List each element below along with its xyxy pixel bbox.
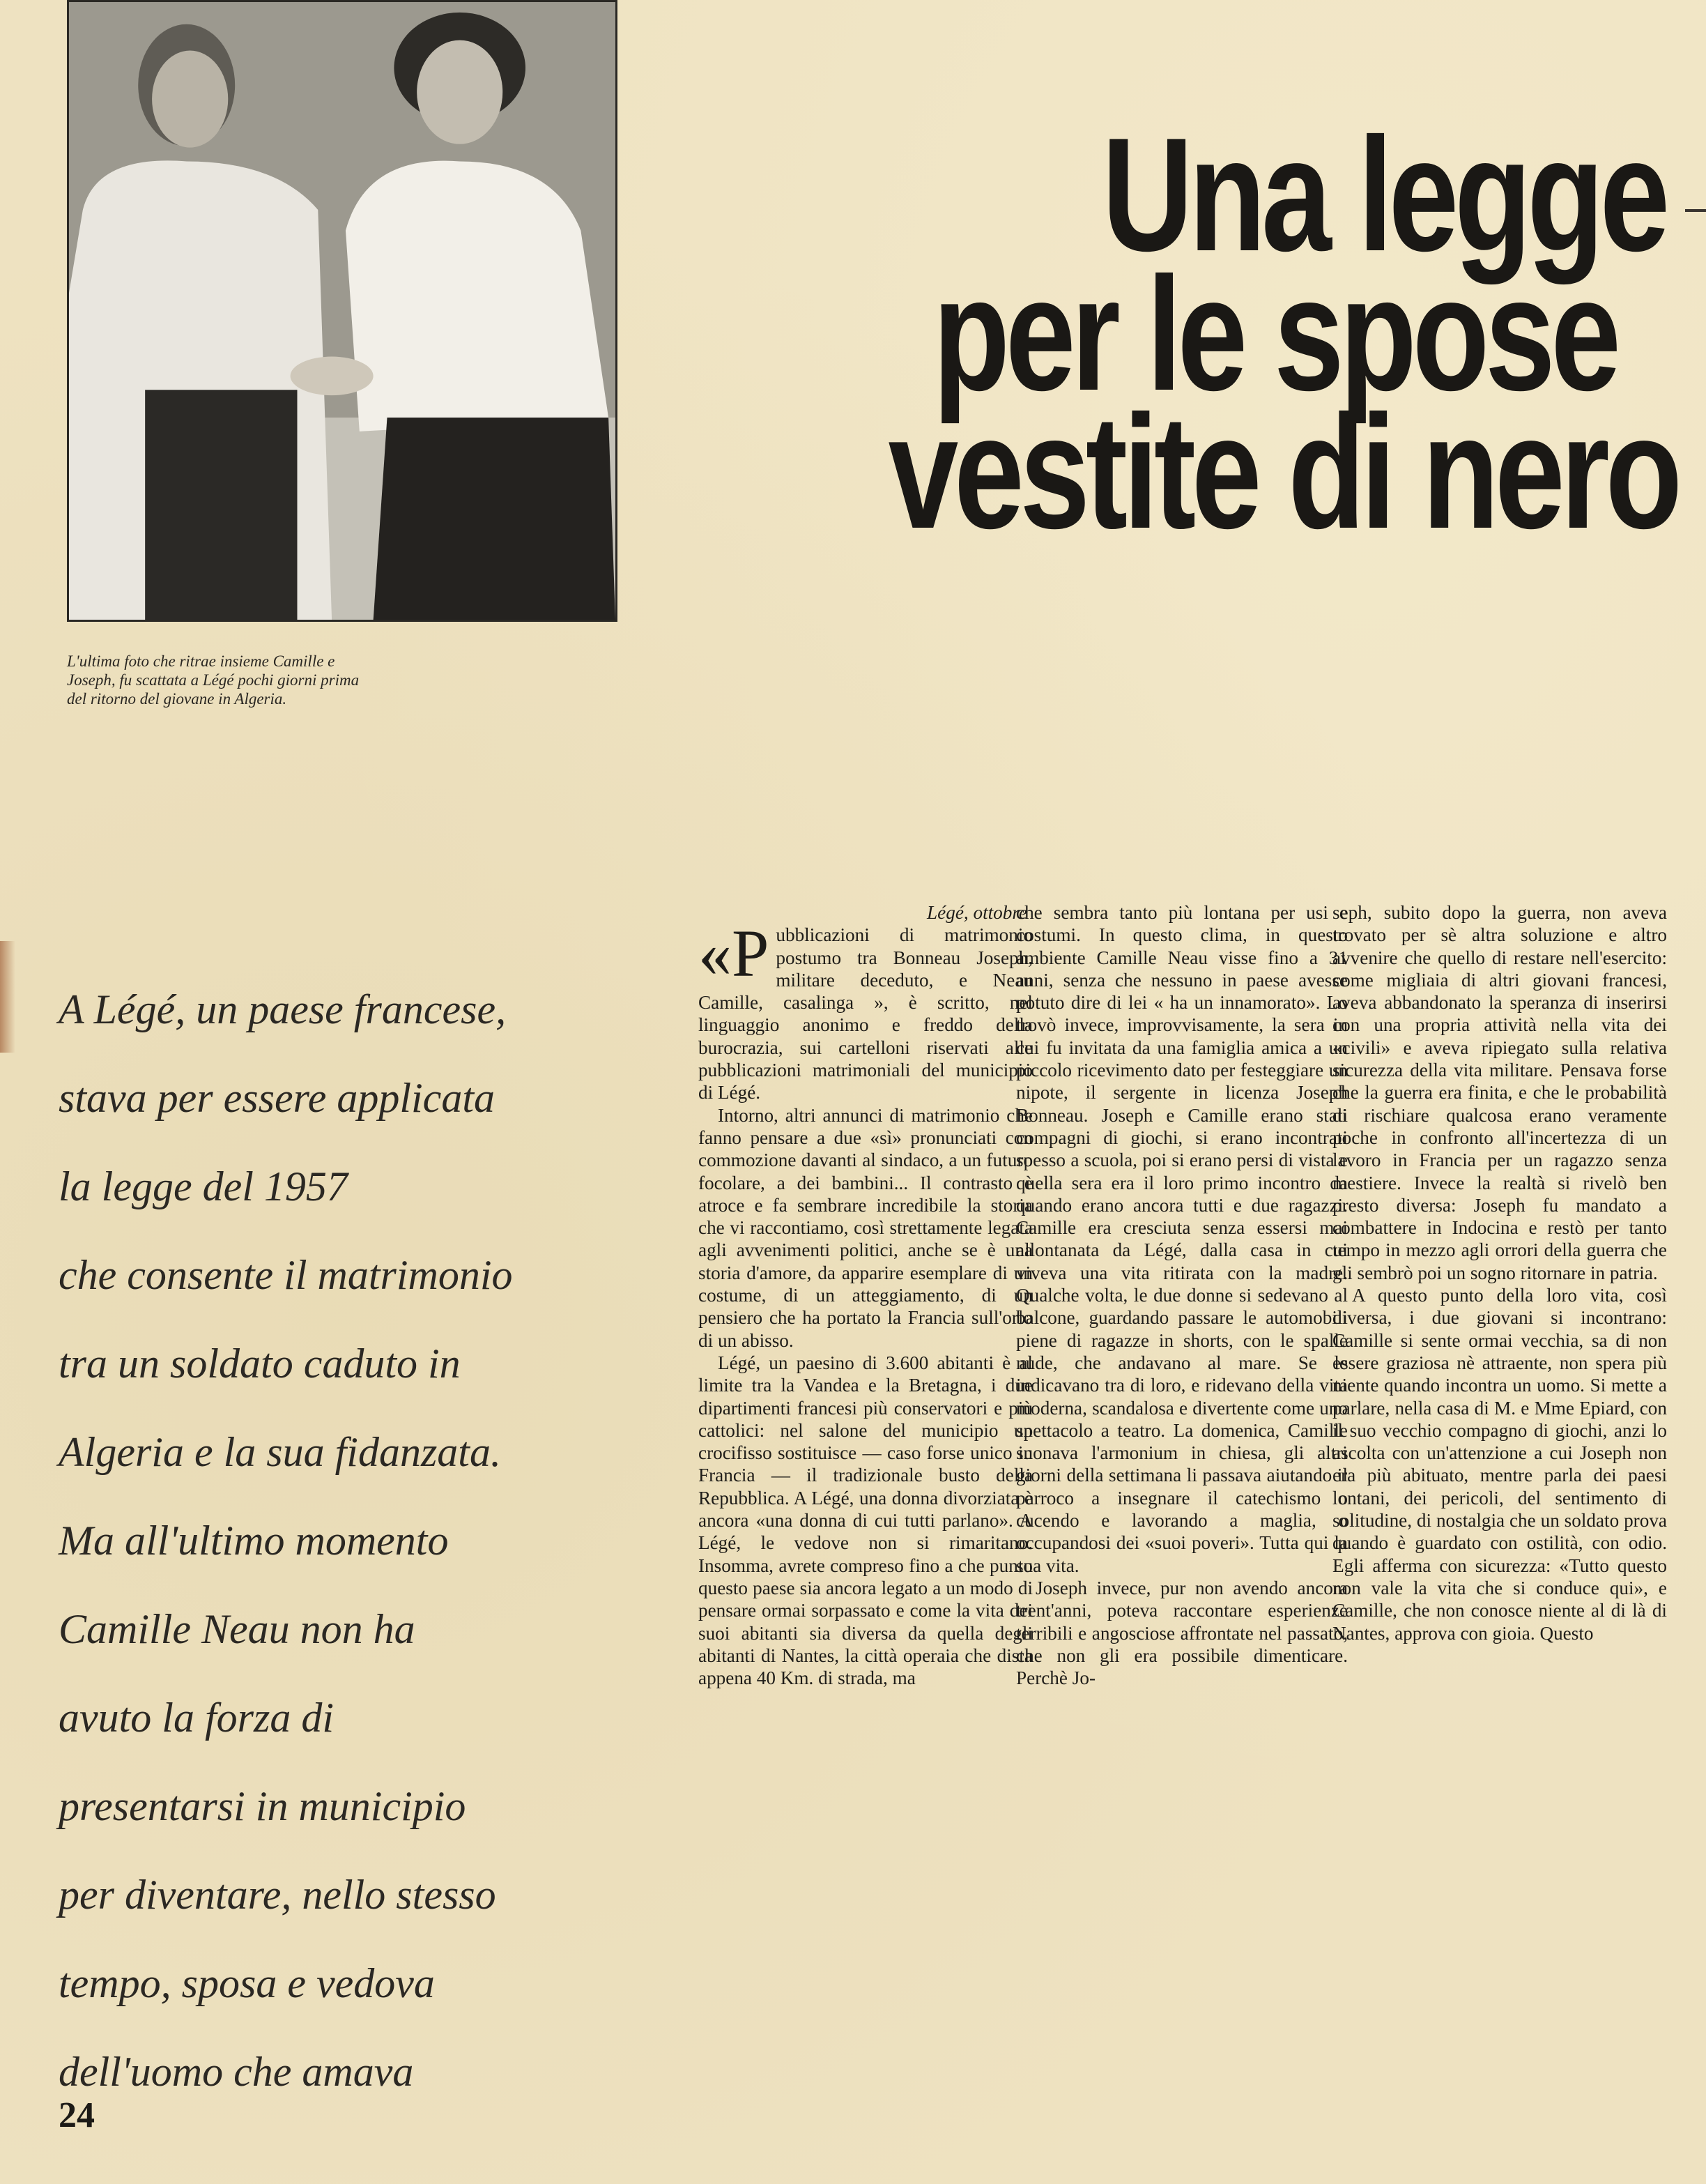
paper-stain [0, 941, 15, 1053]
article-paragraph: Intorno, altri annunci di matrimonio che fanno pensare a due «sì» pronunciati con commozione davanti al sindaco, a un futuro focolare, a dei bambini... Il contrasto è atroce e fa sembrare incredibile la storia che vi raccontiamo, così strettamente legata agli avvenimenti politici, anche se è una storia d'amore, da apparire esemplare di un costume, di un atteggiamento, di un pensiero che ha portato la Francia sull'orlo di un abisso. [698, 1104, 1033, 1351]
intro-line: Camille Neau non ha [59, 1606, 415, 1652]
edge-dash [1685, 209, 1706, 212]
couple-photo [67, 0, 617, 622]
intro-line: la legge del 1957 [59, 1163, 348, 1209]
article-column-3 [1332, 901, 1667, 1644]
intro-line: per diventare, nello stesso [59, 1872, 496, 1918]
headline-line-1: Una legge [1102, 105, 1666, 285]
article-paragraph: «Pubblicazioni di matrimonio postumo tra Bonneau Joseph, militare deceduto, e Neau Camille, casalinga », è scritto, nel linguaggio anonimo e freddo della burocrazia, sui cartelloni riservati alle pubblicazioni matrimoniali del municipio di Légé. [698, 916, 1033, 1104]
article-column-1 [698, 901, 1033, 1689]
intro-line: dell'uomo che amava [59, 2049, 414, 2095]
intro-line: Ma all'ultimo momento [59, 1518, 449, 1564]
photo-illustration [69, 2, 615, 620]
intro-line: stava per essere applicata [59, 1075, 495, 1121]
headline-line-2: per le spose [932, 244, 1617, 425]
photo-caption: L'ultima foto che ritrae insieme Camille e Joseph, fu scattata a Légé pochi giorni prima del ritorno del giovane in Algeria. [67, 652, 360, 708]
headline-line-3: vestite di nero [888, 382, 1678, 563]
drop-cap: «P [698, 916, 769, 991]
intro-line: che consente il matrimonio [59, 1252, 513, 1298]
article-paragraph: che sembra tanto più lontana per usi e costumi. In questo clima, in questo ambiente Camille Neau visse fino a 31 anni, senza che nessuno in paese avesse potuto dire di lei « ha un innamorato». Lo trovò invece, improvvisamente, la sera in cui fu invitata da una famiglia amica a un piccolo ricevimento dato per festeggiare un nipote, il sergente in licenza Joseph Bonneau. Joseph e Camille erano stati compagni di giochi, si erano incontrati spesso a scuola, poi si erano persi di vista e quella sera era il loro primo incontro da quando erano ancora tutti e due ragazzi. Camille era cresciuta senza essersi mai allontanata da Légé, dalla casa in cui viveva una vita ritirata con la madre. Qualche volta, le due donne si sedevano al balcone, guardando passare le automobili piene di ragazze in shorts, con le spalle nude, che andavano al mare. Se le indicavano tra di loro, e ridevano della vita moderna, scandalosa e divertente come uno spettacolo a teatro. La domenica, Camille suonava l'armonium in chiesa, gli altri giorni della settimana li passava aiutando il parroco a insegnare il catechismo o cucendo e lavorando a maglia, o occupandosi dei «suoi poveri». Tutta qui la sua vita. [1016, 902, 1348, 1576]
intro-line: tra un soldato caduto in [59, 1341, 461, 1387]
intro-line: Algeria e la sua fidanzata. [59, 1429, 501, 1475]
article-column-2 [1016, 901, 1348, 1689]
intro-text [59, 965, 672, 2116]
article-paragraph: seph, subito dopo la guerra, non aveva trovato per sè altra soluzione e altro avvenire che quello di restare nell'esercito: come migliaia di altri giovani francesi, aveva abbandonato la speranza di inserirsi con una propria attività nella vita dei «civili» e aveva ripiegato sulla relativa sicurezza della vita militare. Pensava forse che la guerra era finita, e che le probabilità di rischiare qualcosa erano veramente poche in confronto all'incertezza di un lavoro in Francia per un ragazzo senza mestiere. Invece la realtà si rivelò ben presto diversa: Joseph fu mandato a combattere in Indocina e restò per tanto tempo in mezzo agli orrori della guerra che gli sembrò poi un sogno ritornare in patria. [1332, 902, 1667, 1283]
intro-line: tempo, sposa e vedova [59, 1960, 435, 2006]
page-number: 24 [59, 2095, 95, 2135]
article-paragraph: A questo punto della loro vita, così diversa, i due giovani si incontrano: Camille si sente ormai vecchia, sa di non essere graziosa nè attraente, non spera più niente quando incontra un uomo. Si mette a parlare, nella casa di M. e Mme Epiard, con il suo vecchio compagno di giochi, anzi lo ascolta con un'attenzione a cui Joseph non era più abituato, mentre parla dei paesi lontani, dei pericoli, del sentimento di solitudine, di nostalgia che un soldato prova quando è guardato con ostilità, con odio. Egli afferma con sicurezza: «Tutto questo non vale la vita che si conduce qui», e Camille, che non conosce niente al di là di Nantes, approva con gioia. Questo [1332, 1285, 1667, 1644]
intro-line: A Légé, un paese francese, [59, 986, 507, 1032]
headline [888, 105, 1678, 563]
article-paragraph: Légé, un paesino di 3.600 abitanti è al limite tra la Vandea e la Bretagna, i due dipartimenti francesi più conservatori e più cattolici: nel salone del municipio un crocifisso sostituisce — caso forse unico in Francia — il tradizionale busto della Repubblica. A Légé, una donna divorziata è ancora «una donna di cui tutti parlano». A Légé, le vedove non si rimaritano. Insomma, avrete compreso fino a che punto questo paese sia ancora legato a un modo di pensare ormai sorpassato e come la vita dei suoi abitanti sia diversa da quella degli abitanti di Nantes, la città operaia che dista appena 40 Km. di strada, ma [698, 1352, 1033, 1689]
intro-line: presentarsi in municipio [59, 1783, 466, 1829]
intro-line: avuto la forza di [59, 1695, 335, 1741]
dateline: Légé, ottobre [927, 902, 1027, 923]
article-paragraph: Joseph invece, pur non avendo ancora trent'anni, poteva raccontare esperienze terribili e angosciose affrontate nel passato, che non gli era possibile dimenticare. Perchè Jo- [1016, 1577, 1348, 1689]
